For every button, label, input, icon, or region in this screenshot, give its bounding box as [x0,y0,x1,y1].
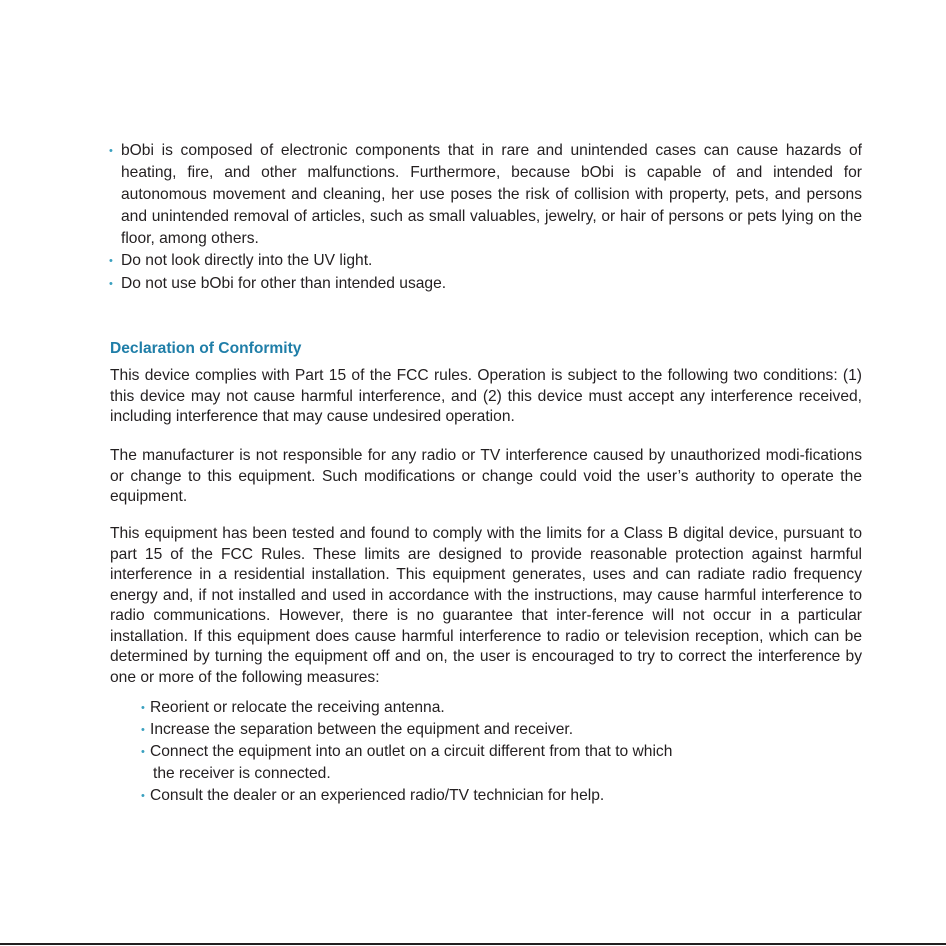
fcc-paragraph-2: The manufacturer is not responsible for any radio or TV interference caused by unauthorized modi-fications or change to this equipment. Such modifications or change could void the user’s authority to operate the equipment. [110,447,862,505]
measure-text: Consult the dealer or an experienced radio/TV technician for help. [150,787,605,804]
section-heading: Declaration of Conformity [110,340,302,357]
list-item [108,140,862,250]
bullet-icon: • [109,277,113,290]
interference-measures-list [140,697,780,807]
list-item [140,785,780,807]
bullet-icon: • [141,702,145,714]
safety-warning-text: Do not use bObi for other than intended usage. [121,274,447,292]
safety-warning-text: Do not look directly into the UV light. [121,252,373,270]
measure-text-continued: the receiver is connected. [153,765,331,782]
safety-warning-text: bObi is composed of electronic components that in rare and unintended cases can cause hazards of heating, fire, and other malfunctions. Furthermore, because bObi is capable of and intended for autonomous movement and cleaning, her use poses the risk of collision with property, pets, and persons and unintended removal of articles, such as small valuables, jewelry, or hair of persons or pets lying on the floor, among others. [121,142,862,248]
list-item [140,719,780,741]
fcc-paragraph-3: This equipment has been tested and found to comply with the limits for a Class B digital device, pursuant to part 15 of the FCC Rules. These limits are designed to provide reasonable protection against harmful interference in a residential installation. This equipment generates, uses and can radiate radio frequency energy and, if not installed and used in accordance with the instructions, may cause harmful interference to radio communications. However, there is no guarantee that inter-ference will not occur in a particular installation. If this equipment does cause harmful interference to radio or television reception, which can be determined by turning the equipment off and on, the user is encouraged to try to correct the interference by one or more of the following measures: [110,525,862,686]
bullet-icon: • [141,746,145,758]
bottom-divider [0,943,946,945]
bullet-icon: • [109,145,113,157]
list-item [108,250,862,272]
safety-warnings-list [108,140,862,295]
bullet-icon: • [141,790,145,802]
measure-text: Increase the separation between the equipment and receiver. [150,721,574,738]
bullet-icon: • [141,724,145,736]
measure-text: Connect the equipment into an outlet on a circuit different from that to which [150,743,673,760]
bullet-icon: • [109,255,113,268]
list-item [108,273,862,295]
fcc-paragraph-1: This device complies with Part 15 of the FCC rules. Operation is subject to the following two conditions: (1) this device may not cause harmful interference, and (2) this device must accept any interference received, including interference that may cause undesired operation. [110,367,862,425]
measure-text: Reorient or relocate the receiving antenna. [150,699,445,716]
list-item [140,697,780,719]
list-item [140,741,780,785]
